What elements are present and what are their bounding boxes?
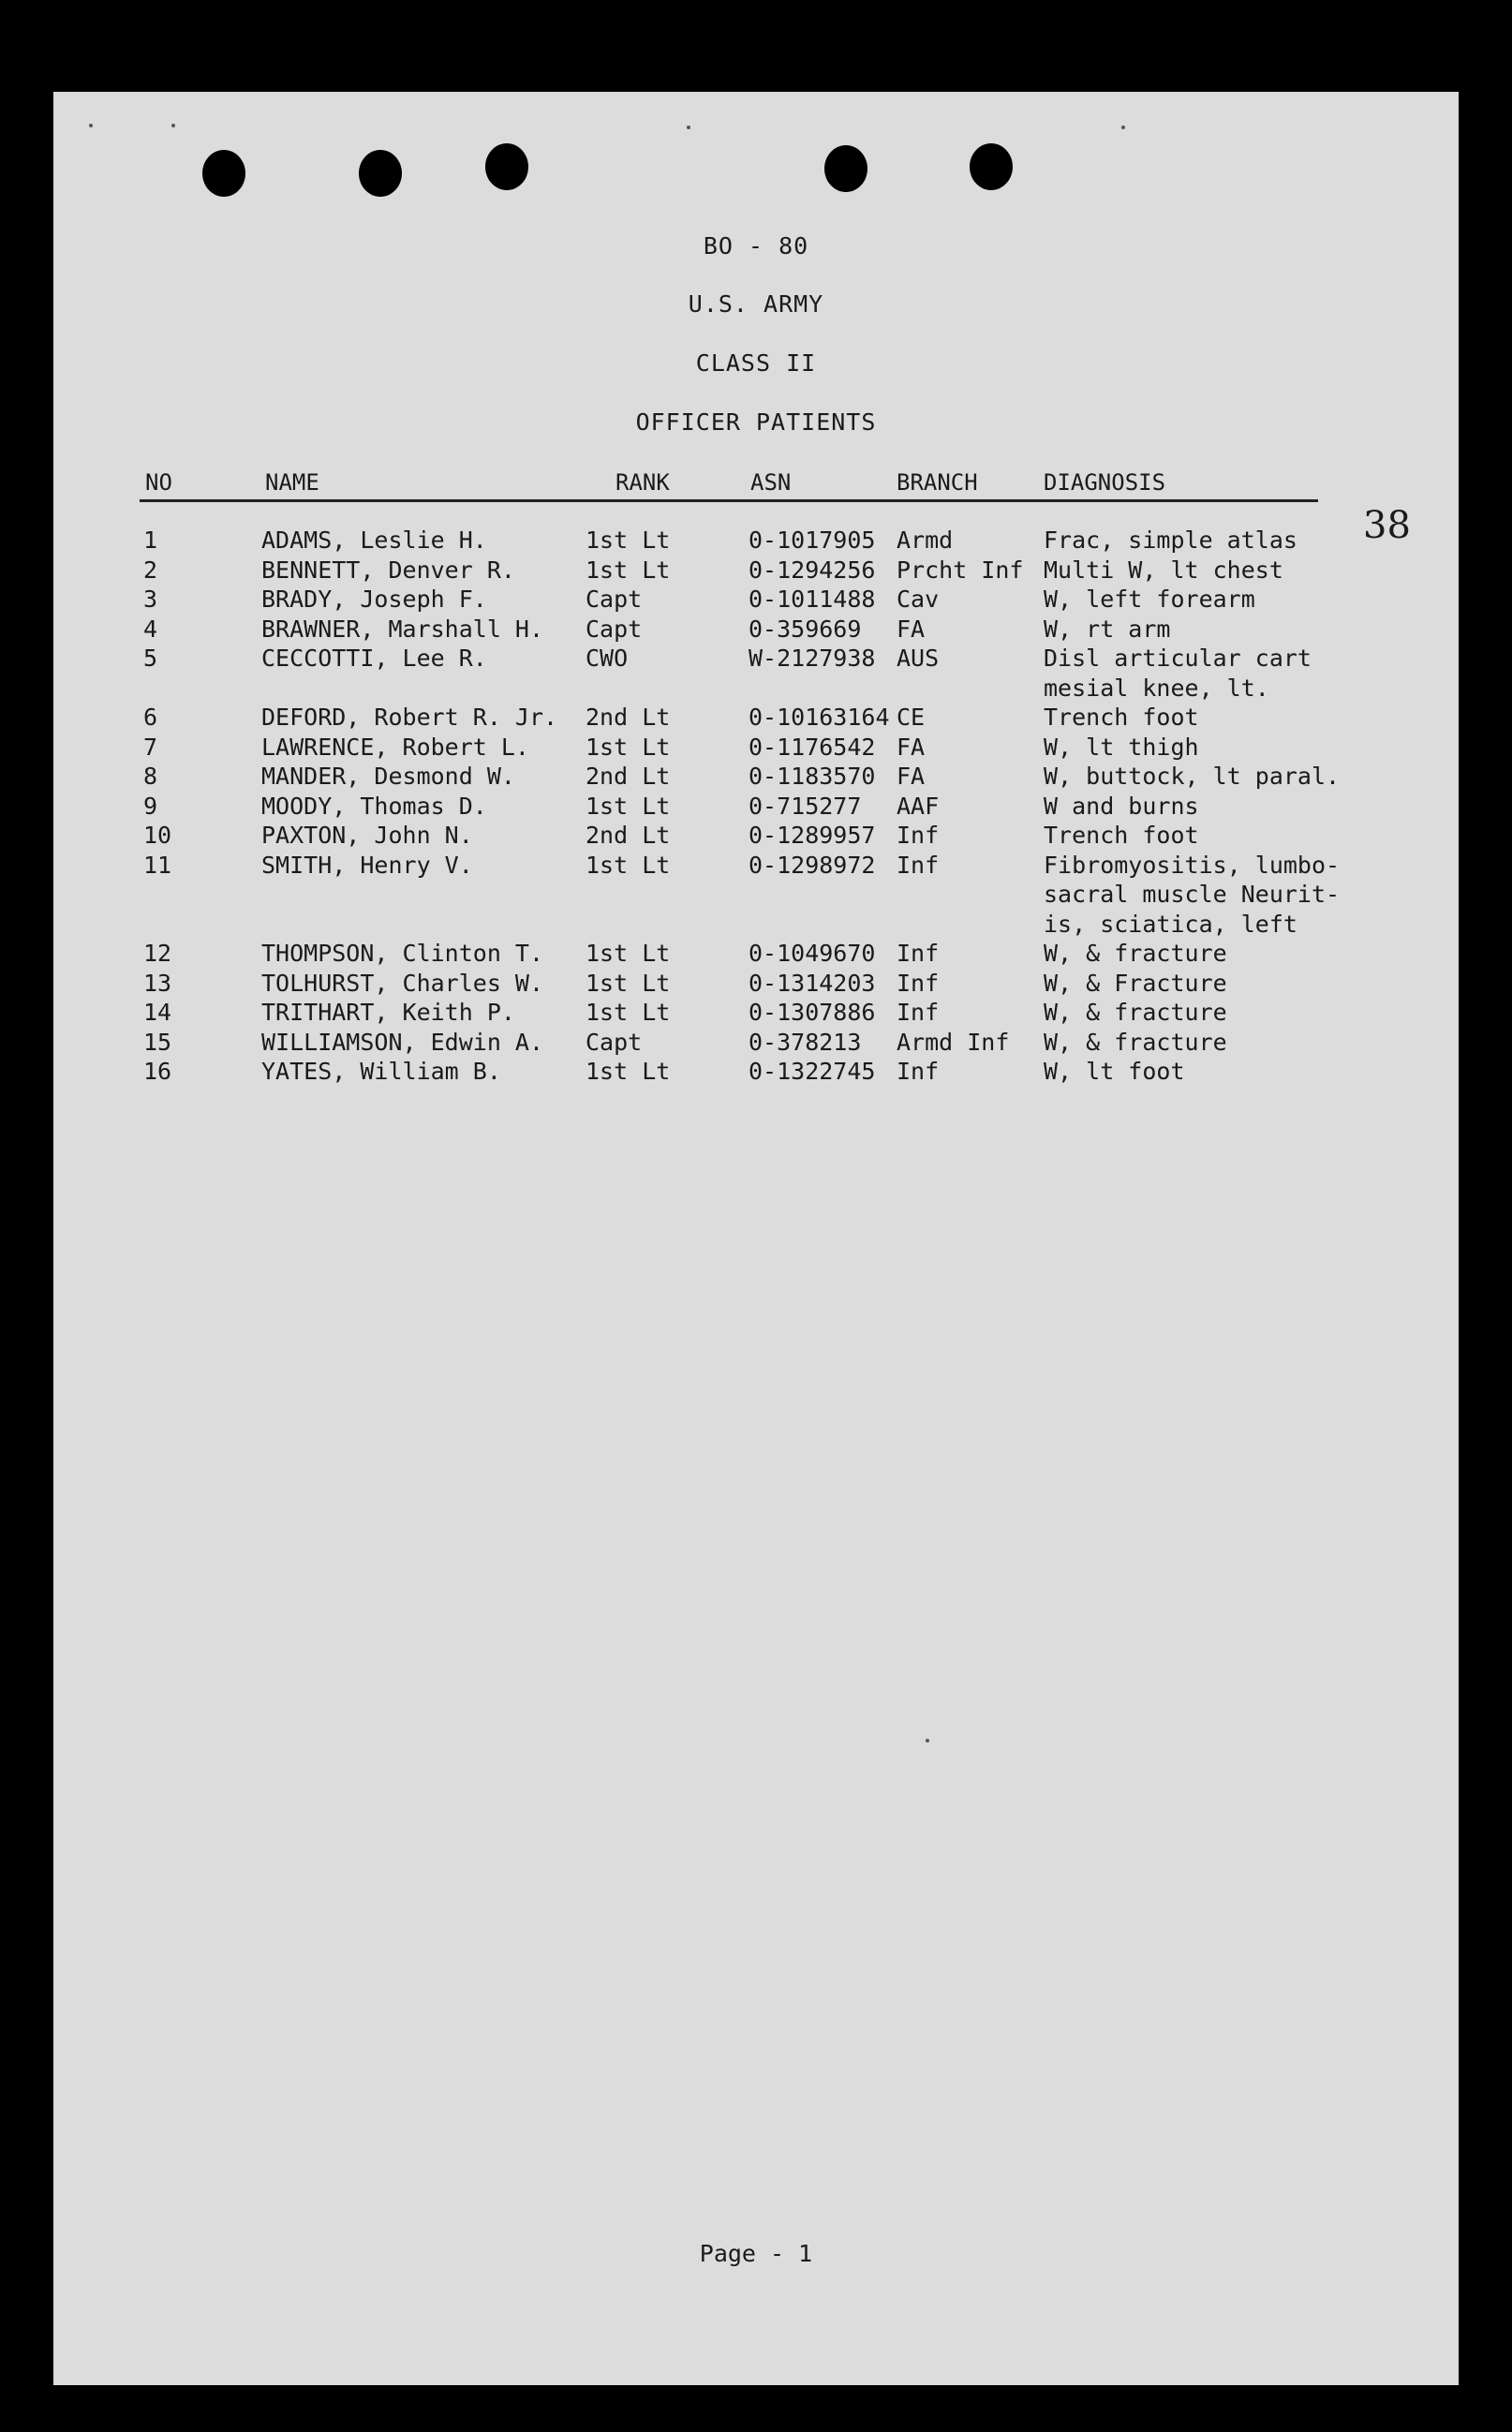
row-number: 14 — [143, 999, 172, 1026]
patient-asn: 0-359669 — [749, 615, 862, 643]
row-number: 6 — [143, 704, 158, 731]
punch-hole — [970, 143, 1013, 190]
row-number: 10 — [143, 822, 172, 849]
punch-hole — [485, 143, 528, 190]
patient-branch: FA — [897, 615, 926, 643]
column-header-no: NO — [145, 469, 172, 496]
patient-name: CECCOTTI, Lee R. — [261, 645, 487, 672]
table-row — [53, 939, 1459, 969]
row-number: 15 — [143, 1028, 172, 1056]
patient-name: YATES, William B. — [261, 1058, 501, 1085]
table-row — [53, 1057, 1459, 1087]
patient-rank: 1st Lt — [586, 526, 671, 554]
row-number: 8 — [143, 763, 158, 790]
patient-asn: 0-1298972 — [749, 851, 876, 879]
table-row — [53, 821, 1459, 851]
patient-rank: 2nd Lt — [586, 763, 671, 790]
patient-diagnosis: Disl articular cart — [1044, 645, 1312, 672]
patient-diagnosis: sacral muscle Neurit- — [1044, 881, 1341, 908]
list-title: OFFICER PATIENTS — [635, 408, 877, 436]
patient-diagnosis: W, lt foot — [1044, 1058, 1185, 1085]
patient-diagnosis: W, lt thigh — [1044, 733, 1199, 761]
document-page — [53, 92, 1459, 2385]
patient-diagnosis: Frac, simple atlas — [1044, 526, 1297, 554]
punch-hole — [202, 150, 245, 197]
table-row — [53, 851, 1459, 938]
patient-asn: 0-1307886 — [749, 999, 876, 1026]
patient-branch: Inf — [897, 999, 940, 1026]
page-stamp-number: 38 — [1363, 504, 1411, 547]
patient-diagnosis: Trench foot — [1044, 822, 1199, 849]
patient-diagnosis: Fibromyositis, lumbo- — [1044, 851, 1341, 879]
patient-rank: CWO — [586, 645, 629, 672]
patient-branch: Inf — [897, 969, 940, 997]
table-row — [53, 1028, 1459, 1058]
patient-asn: 0-1011488 — [749, 586, 876, 613]
patient-name: BENNETT, Denver R. — [261, 556, 515, 584]
row-number: 7 — [143, 733, 158, 761]
patient-branch: Cav — [897, 586, 940, 613]
row-number: 16 — [143, 1058, 172, 1085]
paper-speck — [171, 124, 175, 127]
table-row — [53, 615, 1459, 645]
paper-speck — [687, 126, 690, 129]
patient-rank: Capt — [586, 1028, 643, 1056]
patient-name: BRAWNER, Marshall H. — [261, 615, 544, 643]
patient-rank: Capt — [586, 615, 643, 643]
patient-asn: W-2127938 — [749, 645, 876, 672]
patient-diagnosis: mesial knee, lt. — [1044, 674, 1269, 702]
row-number: 3 — [143, 586, 158, 613]
patient-asn: 0-1176542 — [749, 733, 876, 761]
patient-diagnosis: W, & fracture — [1044, 1028, 1227, 1056]
patient-rank: 1st Lt — [586, 733, 671, 761]
patient-rank: 1st Lt — [586, 1058, 671, 1085]
patient-branch: Inf — [897, 940, 940, 967]
patient-branch: AUS — [897, 645, 940, 672]
organization-title: U.S. ARMY — [688, 290, 824, 318]
patient-rank: Capt — [586, 586, 643, 613]
patient-branch: CE — [897, 704, 926, 731]
punch-hole — [824, 145, 867, 192]
patient-rank: 1st Lt — [586, 556, 671, 584]
column-header-name: NAME — [265, 469, 319, 496]
paper-speck — [926, 1739, 929, 1742]
table-row — [53, 762, 1459, 792]
patient-branch: Armd — [897, 526, 954, 554]
patient-name: ADAMS, Leslie H. — [261, 526, 487, 554]
patient-diagnosis: Multi W, lt chest — [1044, 556, 1283, 584]
patient-branch: Inf — [897, 822, 940, 849]
row-number: 4 — [143, 615, 158, 643]
patient-rank: 1st Lt — [586, 851, 671, 879]
patient-asn: 0-1183570 — [749, 763, 876, 790]
row-number: 9 — [143, 792, 158, 820]
patient-name: LAWRENCE, Robert L. — [261, 733, 529, 761]
patient-branch: Inf — [897, 1058, 940, 1085]
patient-name: DEFORD, Robert R. Jr. — [261, 704, 558, 731]
patient-name: BRADY, Joseph F. — [261, 586, 487, 613]
column-header-diagnosis: DIAGNOSIS — [1044, 469, 1166, 496]
patient-diagnosis: Trench foot — [1044, 704, 1199, 731]
row-number: 11 — [143, 851, 172, 879]
row-number: 5 — [143, 645, 158, 672]
patient-diagnosis: is, sciatica, left — [1044, 910, 1297, 938]
patient-rank: 1st Lt — [586, 792, 671, 820]
header-rule — [140, 499, 1318, 502]
patient-asn: 0-10163164 — [749, 704, 890, 731]
table-row — [53, 703, 1459, 733]
patient-diagnosis: W and burns — [1044, 792, 1199, 820]
table-row — [53, 792, 1459, 822]
row-number: 12 — [143, 940, 172, 967]
document-code: BO - 80 — [703, 232, 809, 260]
patient-rank: 1st Lt — [586, 940, 671, 967]
patient-rank: 1st Lt — [586, 969, 671, 997]
patient-diagnosis: W, & fracture — [1044, 999, 1227, 1026]
table-row — [53, 733, 1459, 763]
patient-branch: Prcht Inf — [897, 556, 1024, 584]
paper-speck — [1121, 126, 1125, 129]
patient-diagnosis: W, & fracture — [1044, 940, 1227, 967]
patient-branch: Armd Inf — [897, 1028, 1010, 1056]
table-row — [53, 969, 1459, 999]
patient-asn: 0-1017905 — [749, 526, 876, 554]
patient-name: TRITHART, Keith P. — [261, 999, 515, 1026]
patient-branch: Inf — [897, 851, 940, 879]
patient-name: TOLHURST, Charles W. — [261, 969, 544, 997]
patient-name: THOMPSON, Clinton T. — [261, 940, 544, 967]
patient-asn: 0-1049670 — [749, 940, 876, 967]
patient-name: WILLIAMSON, Edwin A. — [261, 1028, 544, 1056]
patient-branch: FA — [897, 763, 926, 790]
patient-diagnosis: W, & Fracture — [1044, 969, 1227, 997]
patient-diagnosis: W, rt arm — [1044, 615, 1171, 643]
patient-name: MOODY, Thomas D. — [261, 792, 487, 820]
patient-name: PAXTON, John N. — [261, 822, 473, 849]
paper-speck — [89, 124, 93, 127]
patient-rank: 1st Lt — [586, 999, 671, 1026]
patient-branch: AAF — [897, 792, 940, 820]
table-row — [53, 556, 1459, 586]
row-number: 2 — [143, 556, 158, 584]
column-header-rank: RANK — [615, 469, 670, 496]
page-footer: Page - 1 — [699, 2240, 813, 2267]
patient-asn: 0-1322745 — [749, 1058, 876, 1085]
patient-name: SMITH, Henry V. — [261, 851, 473, 879]
patient-branch: FA — [897, 733, 926, 761]
column-header-branch: BRANCH — [897, 469, 978, 496]
patient-asn: 0-1289957 — [749, 822, 876, 849]
punch-hole — [359, 150, 402, 197]
patient-name: MANDER, Desmond W. — [261, 763, 515, 790]
patient-asn: 0-378213 — [749, 1028, 862, 1056]
patient-diagnosis: W, left forearm — [1044, 586, 1255, 613]
patient-asn: 0-1294256 — [749, 556, 876, 584]
patient-rank: 2nd Lt — [586, 822, 671, 849]
patient-rank: 2nd Lt — [586, 704, 671, 731]
patient-asn: 0-1314203 — [749, 969, 876, 997]
class-title: CLASS II — [695, 349, 817, 377]
table-row — [53, 644, 1459, 702]
row-number: 13 — [143, 969, 172, 997]
row-number: 1 — [143, 526, 158, 554]
table-row — [53, 585, 1459, 615]
patient-asn: 0-715277 — [749, 792, 862, 820]
table-row — [53, 998, 1459, 1028]
patient-diagnosis: W, buttock, lt paral. — [1044, 763, 1341, 790]
column-header-asn: ASN — [750, 469, 792, 496]
table-row — [53, 526, 1459, 556]
